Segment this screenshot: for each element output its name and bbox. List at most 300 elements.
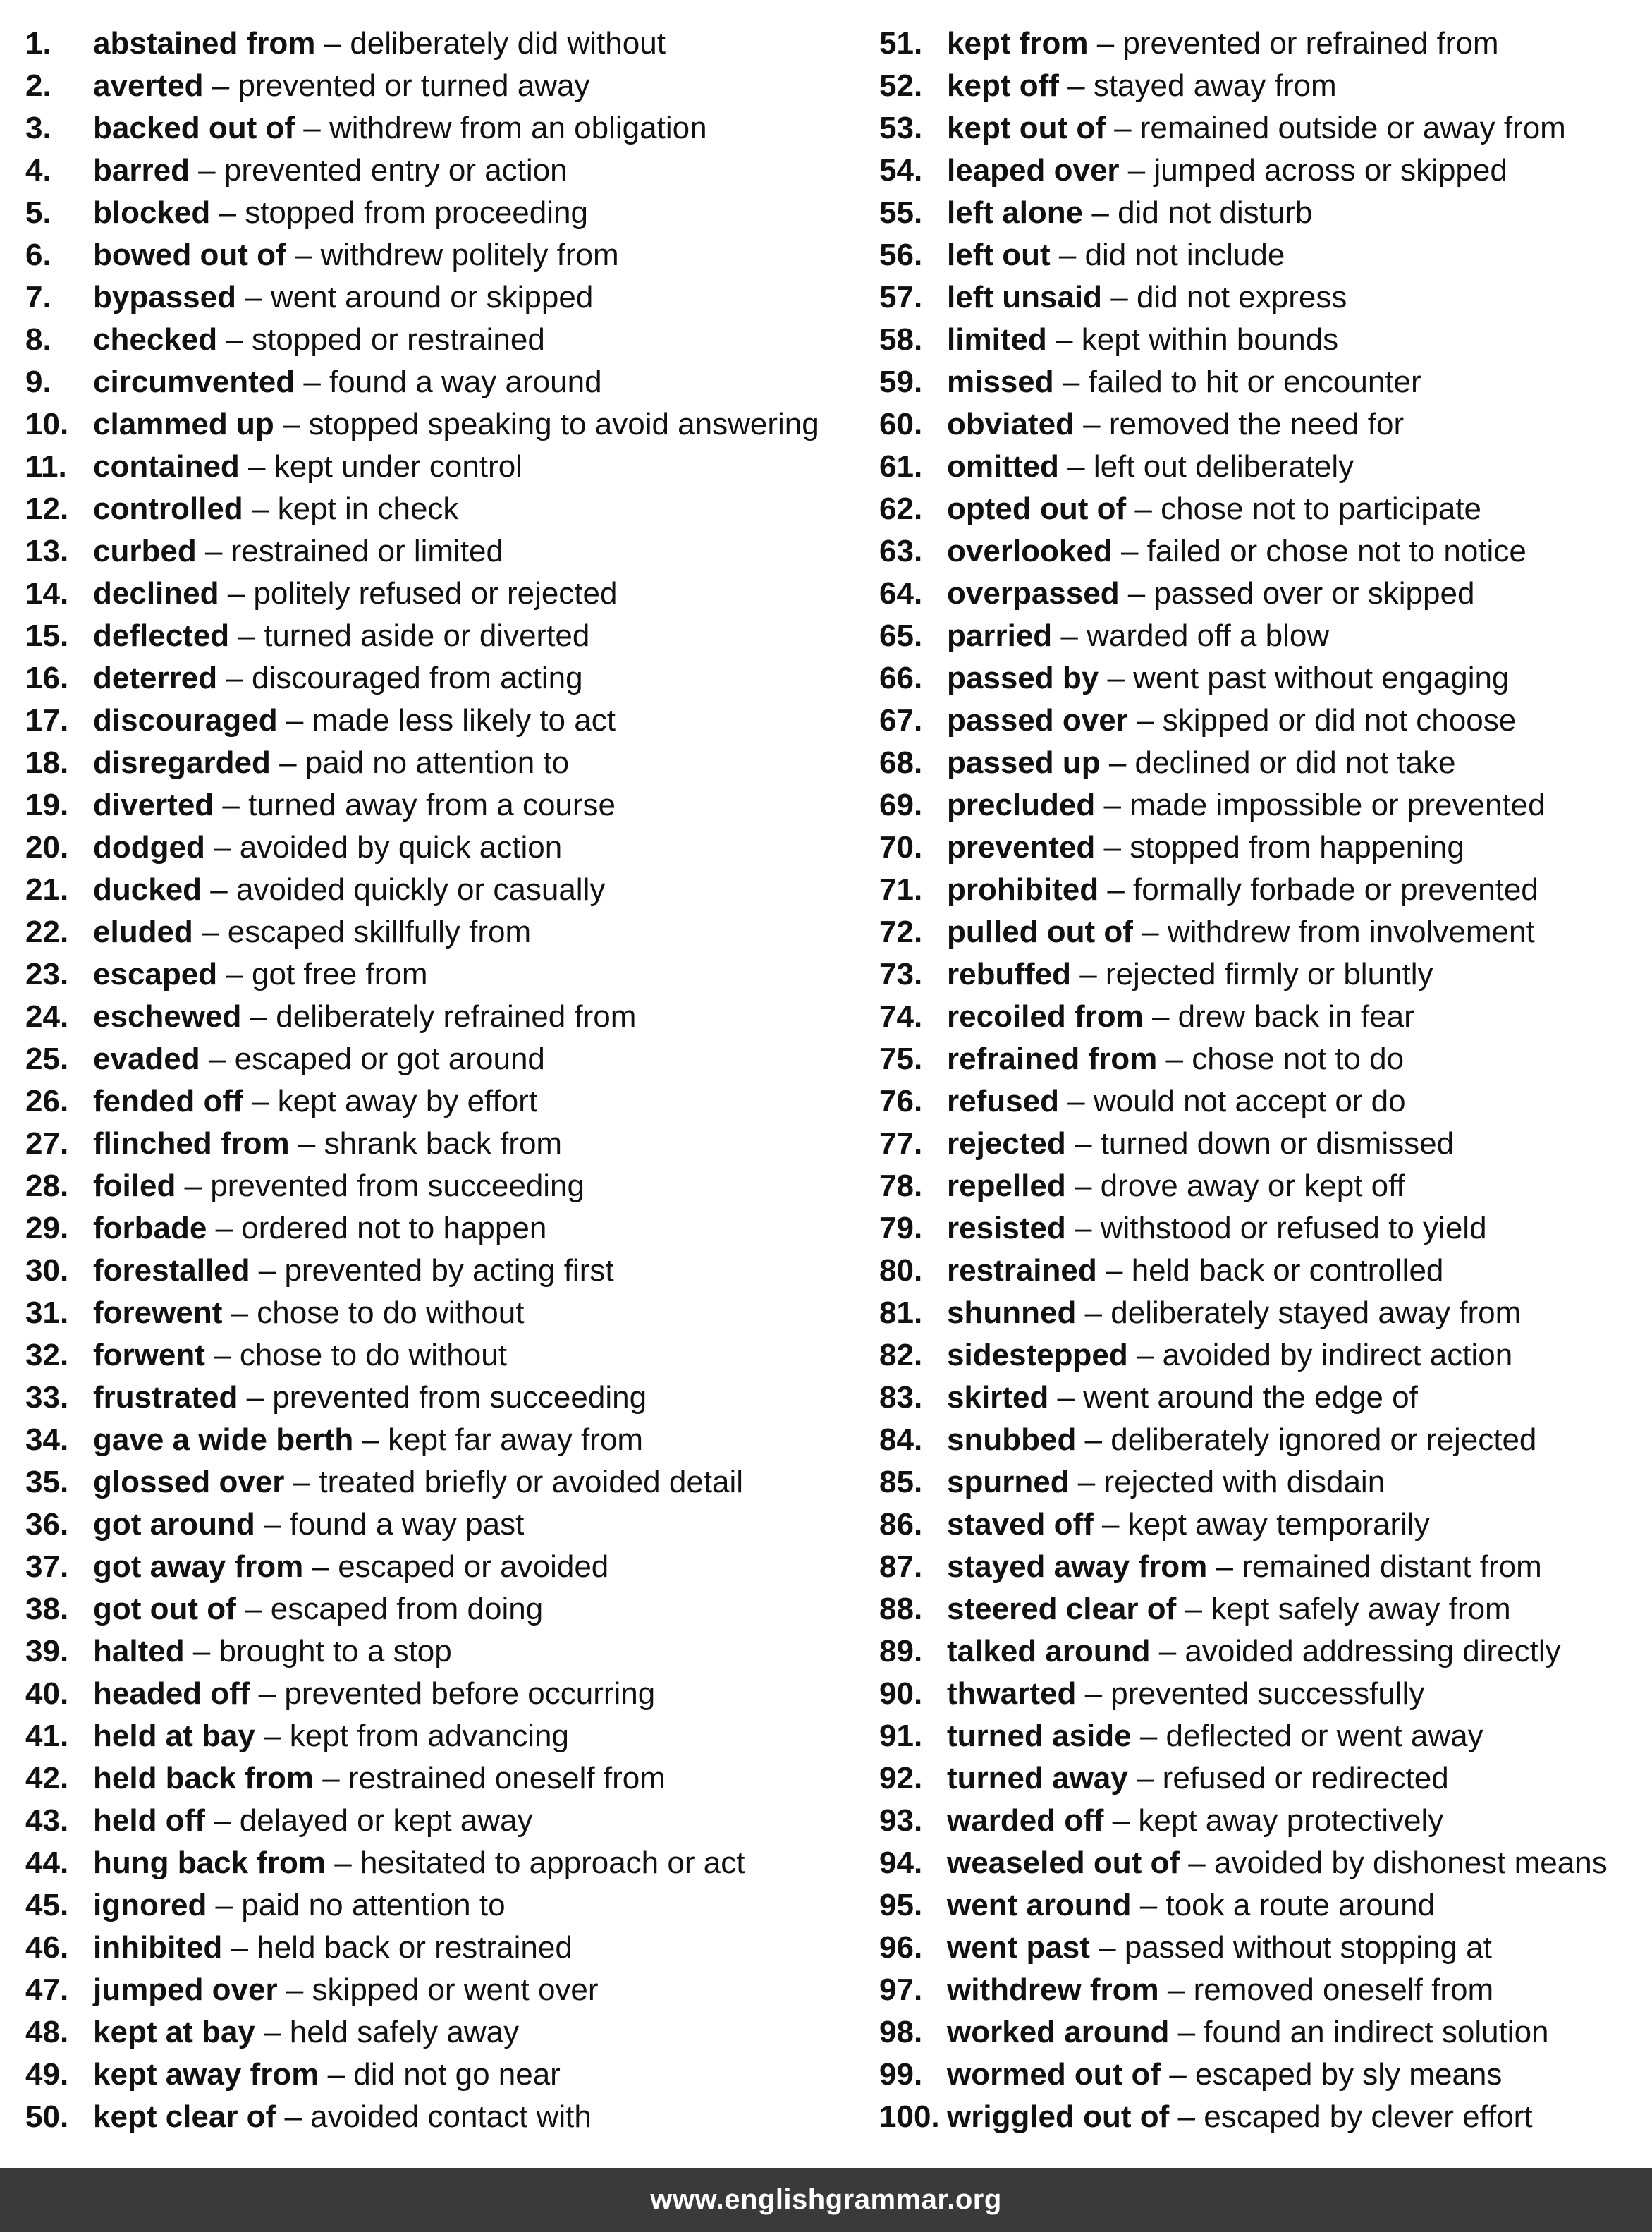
item-number: 21. <box>25 872 69 907</box>
item-separator: – <box>274 407 309 441</box>
list-item <box>25 1504 857 1546</box>
item-separator: – <box>196 534 231 568</box>
item-separator: – <box>222 1295 257 1330</box>
item-text <box>947 573 1474 615</box>
list-item <box>25 996 857 1038</box>
list-item <box>25 827 857 869</box>
item-separator: – <box>295 111 329 145</box>
item-term: worked around <box>947 2015 1170 2049</box>
item-separator: – <box>1095 830 1130 865</box>
item-separator: – <box>1169 2015 1204 2049</box>
item-definition: found a way around <box>329 365 602 399</box>
list-item <box>25 1969 857 2011</box>
item-text <box>947 319 1338 361</box>
item-separator: – <box>202 872 236 907</box>
item-text <box>947 192 1312 234</box>
item-number: 65. <box>879 618 923 653</box>
item-separator: – <box>1076 1676 1111 1711</box>
item-term: steered clear of <box>947 1592 1177 1626</box>
item-number: 78. <box>879 1169 923 1203</box>
item-number: 48. <box>25 2015 69 2049</box>
item-term: kept out of <box>947 111 1106 145</box>
item-definition: formally forbade or prevented <box>1133 872 1538 907</box>
item-separator: – <box>326 1846 360 1880</box>
item-number: 87. <box>879 1549 923 1584</box>
item-number: 2. <box>25 68 51 103</box>
item-definition: escaped or avoided <box>338 1549 609 1584</box>
item-text <box>93 1334 507 1377</box>
item-definition: did not disturb <box>1118 195 1313 230</box>
item-text <box>93 2054 561 2096</box>
item-separator: – <box>286 238 321 272</box>
item-term: abstained from <box>93 26 316 61</box>
item-text <box>947 1250 1443 1292</box>
item-definition: escaped or got around <box>234 1042 545 1076</box>
item-text <box>93 784 616 827</box>
list-item <box>879 192 1648 234</box>
item-definition: avoided by quick action <box>239 830 563 865</box>
item-definition: remained distant from <box>1242 1549 1542 1584</box>
item-text <box>947 1588 1511 1630</box>
item-term: overpassed <box>947 576 1120 611</box>
list-item <box>25 403 857 446</box>
item-separator: – <box>1053 365 1089 399</box>
item-number: 83. <box>879 1380 923 1415</box>
item-term: bowed out of <box>93 238 286 272</box>
item-separator: – <box>1046 322 1082 357</box>
item-separator: – <box>1099 872 1134 907</box>
list-item <box>879 996 1648 1038</box>
list-item <box>879 234 1648 276</box>
item-number: 77. <box>879 1126 923 1161</box>
item-text <box>93 1461 743 1504</box>
item-text <box>93 1757 666 1800</box>
item-term: glossed over <box>93 1465 285 1499</box>
item-definition: kept under control <box>274 449 522 484</box>
list-item <box>879 1546 1648 1588</box>
item-term: rejected <box>947 1126 1066 1161</box>
item-term: pulled out of <box>947 915 1133 949</box>
item-text <box>947 403 1404 446</box>
item-separator: – <box>235 1592 271 1626</box>
item-number: 7. <box>25 280 51 315</box>
list-item <box>25 1123 857 1165</box>
item-separator: – <box>284 1465 319 1499</box>
item-term: omitted <box>947 449 1059 484</box>
item-definition: jumped across or skipped <box>1154 153 1507 188</box>
list-item <box>25 2096 857 2138</box>
item-term: ducked <box>93 872 202 907</box>
item-term: inhibited <box>93 1930 223 1965</box>
item-term: prohibited <box>947 872 1099 907</box>
item-definition: hesitated to approach or act <box>360 1846 745 1880</box>
item-term: forestalled <box>93 1253 250 1288</box>
item-number: 93. <box>879 1803 923 1838</box>
item-number: 41. <box>25 1719 69 1753</box>
list-item <box>879 446 1648 488</box>
item-number: 86. <box>879 1507 923 1542</box>
item-term: precluded <box>947 788 1096 822</box>
item-definition: refused or redirected <box>1162 1761 1449 1795</box>
item-number: 80. <box>879 1253 923 1288</box>
item-term: turned away <box>947 1761 1128 1795</box>
list-item <box>25 657 857 700</box>
item-term: controlled <box>93 492 243 526</box>
item-text <box>93 361 602 403</box>
item-separator: – <box>276 2099 311 2134</box>
item-text <box>93 657 583 700</box>
item-number: 89. <box>879 1634 923 1669</box>
item-separator: – <box>1099 661 1134 695</box>
item-separator: – <box>200 1042 235 1076</box>
item-term: halted <box>93 1634 185 1669</box>
item-separator: – <box>1127 1338 1163 1372</box>
item-definition: stopped from happening <box>1130 830 1464 865</box>
item-term: frustrated <box>93 1380 238 1415</box>
item-text <box>93 1419 643 1461</box>
item-term: circumvented <box>93 365 295 399</box>
item-definition: chose to do without <box>239 1338 507 1372</box>
item-term: bypassed <box>93 280 236 315</box>
list-item <box>879 1123 1648 1165</box>
item-number: 14. <box>25 576 69 611</box>
item-term: left unsaid <box>947 280 1103 315</box>
item-separator: – <box>192 915 228 949</box>
list-item <box>25 1842 857 1884</box>
list-item <box>25 1673 857 1715</box>
item-separator: – <box>204 1338 240 1372</box>
item-definition: chose not to participate <box>1161 492 1482 526</box>
item-separator: – <box>295 365 330 399</box>
item-term: eschewed <box>93 999 242 1034</box>
list-item <box>25 615 857 657</box>
list-item <box>879 1630 1648 1673</box>
item-number: 19. <box>25 788 69 822</box>
item-separator: – <box>1143 999 1178 1034</box>
list-item <box>25 1165 857 1207</box>
list-item <box>879 1419 1648 1461</box>
item-definition: went around the edge of <box>1083 1380 1418 1415</box>
list-item <box>25 1927 857 1969</box>
item-definition: turned aside or diverted <box>264 618 590 653</box>
item-separator: – <box>1074 407 1109 441</box>
item-separator: – <box>1158 1972 1194 2007</box>
item-number: 44. <box>25 1846 69 1880</box>
item-number: 18. <box>25 745 69 780</box>
item-term: limited <box>947 322 1047 357</box>
item-text <box>947 446 1354 488</box>
item-text <box>93 1884 506 1927</box>
item-number: 6. <box>25 238 51 272</box>
list-item <box>879 2096 1648 2138</box>
item-definition: made less likely to act <box>312 703 616 738</box>
item-number: 42. <box>25 1761 69 1795</box>
item-text <box>93 530 503 573</box>
item-text <box>947 615 1329 657</box>
item-number: 74. <box>879 999 923 1034</box>
list-item <box>879 2011 1648 2054</box>
item-term: discouraged <box>93 703 278 738</box>
list-item <box>25 488 857 530</box>
item-number: 61. <box>879 449 923 484</box>
list-item <box>25 192 857 234</box>
item-number: 70. <box>879 830 923 865</box>
item-term: left out <box>947 238 1051 272</box>
item-separator: – <box>1065 1211 1101 1245</box>
item-definition: warded off a blow <box>1087 618 1330 653</box>
item-text <box>93 2096 592 2138</box>
item-number: 13. <box>25 534 69 568</box>
item-definition: deliberately refrained from <box>276 999 637 1034</box>
list-item <box>879 276 1648 319</box>
item-definition: delayed or kept away <box>239 1803 533 1838</box>
item-definition: avoided by indirect action <box>1162 1338 1513 1372</box>
item-definition: found an indirect solution <box>1204 2015 1549 2049</box>
item-term: forwent <box>93 1338 205 1372</box>
item-number: 10. <box>25 407 69 441</box>
item-text <box>93 1630 452 1673</box>
item-text <box>947 1292 1521 1334</box>
item-text <box>947 953 1433 996</box>
item-text <box>93 827 562 869</box>
item-number: 38. <box>25 1592 69 1626</box>
item-separator: – <box>1127 703 1163 738</box>
list-item <box>879 827 1648 869</box>
list-item <box>879 1757 1648 1800</box>
item-definition: escaped from doing <box>270 1592 544 1626</box>
item-number: 4. <box>25 153 51 188</box>
item-separator: – <box>313 1761 348 1795</box>
list-item <box>879 1334 1648 1377</box>
item-separator: – <box>1119 153 1154 188</box>
item-separator: – <box>1157 1042 1192 1076</box>
item-definition: did not express <box>1136 280 1347 315</box>
item-term: gave a wide berth <box>93 1422 354 1457</box>
item-definition: went around or skipped <box>270 280 594 315</box>
list-item <box>879 1969 1648 2011</box>
item-definition: escaped by clever effort <box>1204 2099 1533 2134</box>
list-item <box>879 530 1648 573</box>
item-separator: – <box>1127 1761 1163 1795</box>
list-item <box>25 784 857 827</box>
item-term: eluded <box>93 915 193 949</box>
list-item <box>879 784 1648 827</box>
item-term: passed over <box>947 703 1128 738</box>
item-definition: passed without stopping at <box>1124 1930 1492 1965</box>
item-definition: took a route around <box>1165 1888 1436 1922</box>
item-definition: withdrew politely from <box>320 238 619 272</box>
item-text <box>947 1080 1406 1123</box>
item-term: kept from <box>947 26 1089 61</box>
item-definition: shrank back from <box>324 1126 563 1161</box>
item-term: repelled <box>947 1169 1066 1203</box>
item-term: snubbed <box>947 1422 1077 1457</box>
item-text <box>947 1377 1418 1419</box>
item-text <box>93 1546 608 1588</box>
item-separator: – <box>1093 1507 1128 1542</box>
item-number: 90. <box>879 1676 923 1711</box>
item-term: leaped over <box>947 153 1120 188</box>
item-definition: avoided addressing directly <box>1185 1634 1561 1669</box>
item-text <box>947 2096 1533 2138</box>
item-separator: – <box>1100 745 1135 780</box>
item-term: restrained <box>947 1253 1097 1288</box>
item-number: 45. <box>25 1888 69 1922</box>
item-text <box>93 615 589 657</box>
item-term: opted out of <box>947 492 1127 526</box>
item-separator: – <box>250 1676 285 1711</box>
item-number: 53. <box>879 111 923 145</box>
item-text <box>93 488 458 530</box>
item-term: kept at bay <box>93 2015 255 2049</box>
item-definition: turned away from a course <box>248 788 616 822</box>
item-separator: – <box>255 2015 290 2049</box>
item-definition: failed or chose not to notice <box>1146 534 1526 568</box>
item-text <box>947 911 1535 953</box>
item-separator: – <box>1105 111 1140 145</box>
item-number: 82. <box>879 1338 923 1372</box>
item-number: 91. <box>879 1719 923 1753</box>
item-separator: – <box>184 1634 219 1669</box>
item-definition: held safely away <box>289 2015 520 2049</box>
item-number: 5. <box>25 195 51 230</box>
list-item <box>879 1038 1648 1080</box>
item-definition: turned down or dismissed <box>1100 1126 1455 1161</box>
item-text <box>947 784 1546 827</box>
item-text <box>947 700 1516 742</box>
item-number: 12. <box>25 492 69 526</box>
item-definition: held back or restrained <box>257 1930 573 1965</box>
item-term: forewent <box>93 1295 223 1330</box>
item-separator: – <box>243 1084 278 1118</box>
item-text <box>947 234 1285 276</box>
right-column <box>879 23 1648 2138</box>
item-text <box>93 953 427 996</box>
item-text <box>93 1842 745 1884</box>
item-separator: – <box>1076 1422 1111 1457</box>
list-item <box>25 276 857 319</box>
item-text <box>93 403 819 446</box>
item-number: 29. <box>25 1211 69 1245</box>
item-separator: – <box>1150 1634 1185 1669</box>
item-text <box>93 1800 533 1842</box>
list-item <box>879 1207 1648 1250</box>
item-term: blocked <box>93 195 211 230</box>
item-separator: – <box>235 280 271 315</box>
item-text <box>93 276 593 319</box>
item-term: backed out of <box>93 111 295 145</box>
item-separator: – <box>1069 1465 1104 1499</box>
item-separator: – <box>222 1930 257 1965</box>
list-item <box>25 1588 857 1630</box>
item-term: talked around <box>947 1634 1151 1669</box>
item-definition: escaped skillfully from <box>227 915 532 949</box>
item-text <box>93 1715 569 1757</box>
list-item <box>879 1842 1648 1884</box>
item-number: 30. <box>25 1253 69 1288</box>
list-item <box>879 150 1648 192</box>
item-definition: prevented before occurring <box>284 1676 656 1711</box>
item-separator: – <box>1131 1719 1166 1753</box>
item-text <box>947 1419 1536 1461</box>
item-text <box>947 1969 1493 2011</box>
item-separator: – <box>289 1126 324 1161</box>
item-separator: – <box>1126 492 1161 526</box>
item-term: diverted <box>93 788 214 822</box>
item-separator: – <box>1076 1295 1111 1330</box>
list-item <box>25 1377 857 1419</box>
item-text <box>93 234 619 276</box>
item-number: 76. <box>879 1084 923 1118</box>
item-definition: brought to a stop <box>219 1634 452 1669</box>
item-definition: deliberately stayed away from <box>1110 1295 1522 1330</box>
item-text <box>947 1504 1430 1546</box>
item-definition: left out deliberately <box>1093 449 1354 484</box>
item-number: 3. <box>25 111 51 145</box>
item-term: curbed <box>93 534 197 568</box>
list-item <box>879 1588 1648 1630</box>
list-item <box>25 700 857 742</box>
item-number: 75. <box>879 1042 923 1076</box>
item-number: 8. <box>25 322 51 357</box>
item-number: 94. <box>879 1846 923 1880</box>
item-number: 81. <box>879 1295 923 1330</box>
item-definition: stopped speaking to avoid answering <box>308 407 819 441</box>
item-text <box>947 1927 1492 1969</box>
item-separator: – <box>214 788 249 822</box>
list-item <box>879 615 1648 657</box>
list-item <box>879 742 1648 784</box>
item-number: 72. <box>879 915 923 949</box>
item-text <box>947 1165 1405 1207</box>
list-item <box>25 953 857 996</box>
item-definition: kept away by effort <box>277 1084 538 1118</box>
item-term: dodged <box>93 830 205 865</box>
item-number: 9. <box>25 365 51 399</box>
item-separator: – <box>210 195 245 230</box>
item-definition: kept in check <box>277 492 459 526</box>
item-text <box>93 1927 573 1969</box>
item-definition: drew back in fear <box>1177 999 1414 1034</box>
item-separator: – <box>1112 534 1147 568</box>
item-term: contained <box>93 449 240 484</box>
list-item <box>25 2054 857 2096</box>
item-number: 60. <box>879 407 923 441</box>
item-number: 27. <box>25 1126 69 1161</box>
item-number: 15. <box>25 618 69 653</box>
item-text <box>93 996 636 1038</box>
item-text <box>93 573 617 615</box>
item-text <box>947 657 1509 700</box>
item-text <box>947 1715 1483 1757</box>
list-item <box>25 1419 857 1461</box>
item-definition: kept from advancing <box>289 1719 569 1753</box>
list-item <box>879 1461 1648 1504</box>
item-number: 20. <box>25 830 69 865</box>
item-definition: prevented entry or action <box>224 153 568 188</box>
item-term: passed up <box>947 745 1101 780</box>
item-separator: – <box>1161 2057 1196 2092</box>
list-item <box>879 319 1648 361</box>
item-text <box>947 1842 1608 1884</box>
item-text <box>93 23 666 65</box>
item-separator: – <box>1052 618 1087 653</box>
item-term: went around <box>947 1888 1132 1922</box>
item-text <box>947 869 1538 911</box>
item-text <box>947 488 1481 530</box>
list-item <box>25 1038 857 1080</box>
item-definition: avoided contact with <box>310 2099 592 2134</box>
